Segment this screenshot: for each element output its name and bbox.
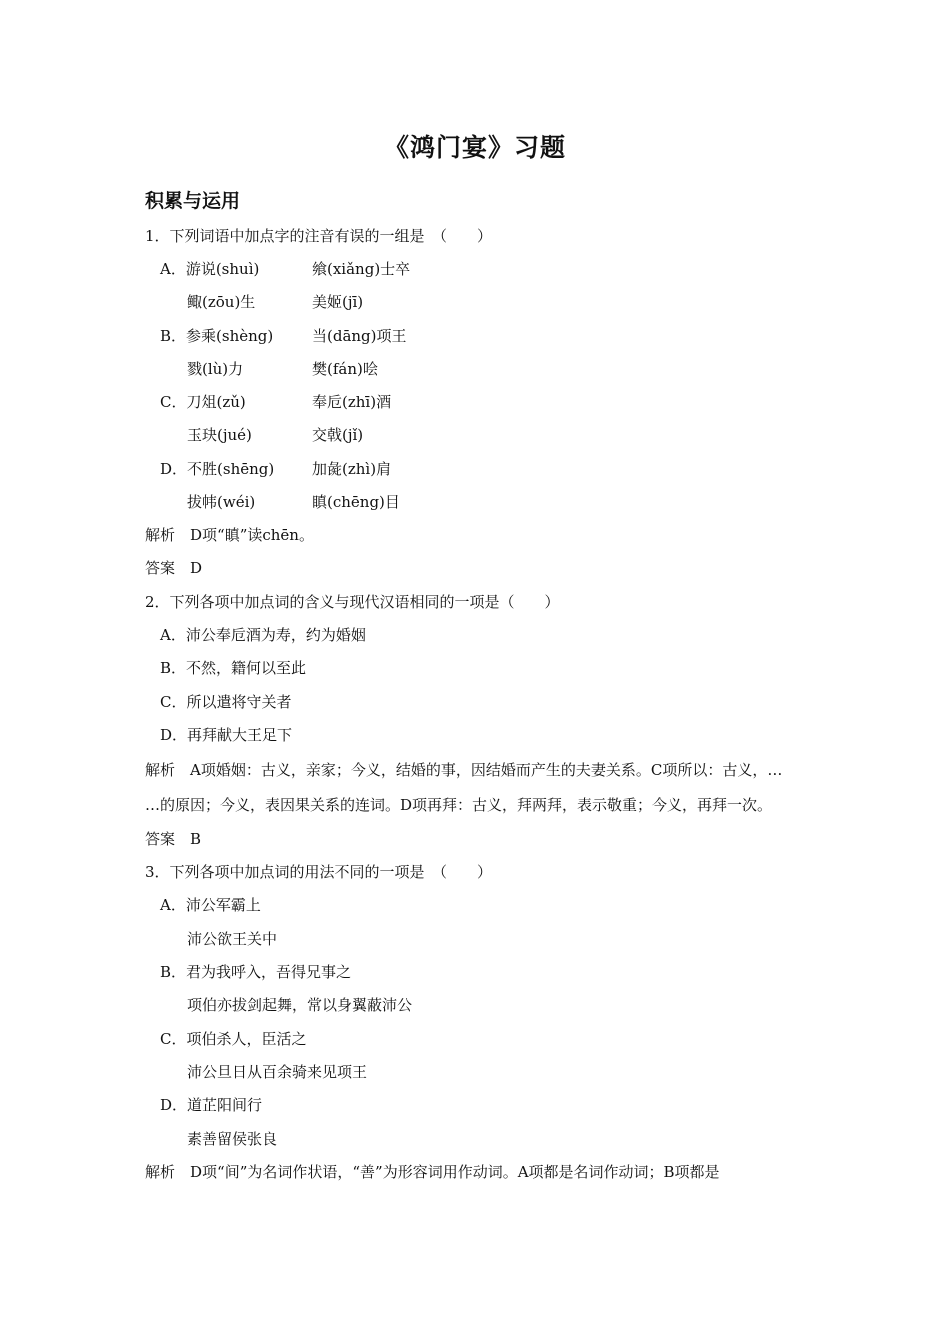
q1-option-row — [187, 492, 400, 512]
q3-option-c1: C．项伯杀人，臣活之 — [160, 1030, 307, 1048]
q1-option-row — [187, 425, 364, 445]
q1-option-c2: 奉卮(zhī)酒 — [312, 393, 392, 411]
q2-option-d: D．再拜献大王足下 — [160, 726, 293, 744]
q1-option-d4: 瞋(chēng)目 — [312, 493, 400, 511]
q1-option-b2: 当(dāng)项王 — [312, 327, 407, 345]
q2-stem: 2．下列各项中加点词的含义与现代汉语相同的一项是（ ） — [145, 593, 560, 611]
q2-analysis-line2: …的原因；今义，表因果关系的连词。D项再拜：古义，拜两拜，表示敬重；今义，再拜一次。 — [145, 796, 773, 814]
q1-option-row — [160, 259, 411, 279]
q1-option-row — [160, 326, 407, 346]
q1-option-row — [160, 459, 392, 479]
q3-option-c2: 沛公旦日从百余骑来见项王 — [187, 1063, 368, 1081]
q1-option-d1: D．不胜(shēng) — [160, 460, 275, 478]
q1-option-a3: 鲰(zōu)生 — [187, 293, 256, 311]
q1-option-row — [160, 392, 392, 412]
q3-option-d2: 素善留侯张良 — [187, 1130, 278, 1148]
q3-option-a1: A．沛公军霸上 — [160, 896, 261, 914]
section-heading: 积累与运用 — [145, 190, 241, 212]
q2-option-a: A．沛公奉卮酒为寿，约为婚姻 — [160, 626, 366, 644]
q1-option-c4: 交戟(jǐ) — [312, 426, 364, 444]
q3-option-b2: 项伯亦拔剑起舞，常以身翼蔽沛公 — [187, 996, 413, 1014]
q1-option-b1: B．参乘(shèng) — [160, 327, 274, 345]
q1-answer: 答案 D — [145, 559, 203, 577]
q3-stem: 3．下列各项中加点词的用法不同的一项是 （ ） — [145, 863, 493, 881]
q1-analysis: 解析 D项“瞋”读chēn。 — [145, 526, 314, 544]
q1-option-a4: 美姬(jī) — [312, 293, 364, 311]
q1-option-row — [187, 292, 364, 312]
q1-option-d2: 加彘(zhì)肩 — [312, 460, 392, 478]
q1-option-b4: 樊(fán)哙 — [312, 360, 378, 378]
q2-analysis-line1: 解析 A项婚姻：古义，亲家；今义，结婚的事，因结婚而产生的夫妻关系。C项所以：古义，… — [145, 761, 783, 779]
q1-option-a1: A．游说(shuì) — [160, 260, 260, 278]
q3-option-b1: B．君为我呼入，吾得兄事之 — [160, 963, 352, 981]
q2-answer: 答案 B — [145, 830, 202, 848]
q2-option-b: B．不然，籍何以至此 — [160, 659, 307, 677]
q1-option-c3: 玉玦(jué) — [187, 426, 252, 444]
q1-option-c1: C．刀俎(zǔ) — [160, 393, 246, 411]
q1-option-row — [187, 359, 378, 379]
q3-analysis: 解析 D项“间”为名词作状语，“善”为形容词用作动词。A项都是名词作动词；B项都是 — [145, 1163, 720, 1181]
q1-option-d3: 拔帏(wéi) — [187, 493, 256, 511]
document-title: 《鸿门宴》习题 — [383, 133, 566, 162]
q2-option-c: C．所以遣将守关者 — [160, 693, 292, 711]
q3-option-a2: 沛公欲王关中 — [187, 930, 278, 948]
q1-option-a2: 飨(xiǎng)士卒 — [312, 260, 411, 278]
q3-option-d1: D．道芷阳间行 — [160, 1096, 263, 1114]
q1-option-b3: 戮(lù)力 — [187, 360, 244, 378]
q1-stem: 1．下列词语中加点字的注音有误的一组是 （ ） — [145, 227, 493, 245]
